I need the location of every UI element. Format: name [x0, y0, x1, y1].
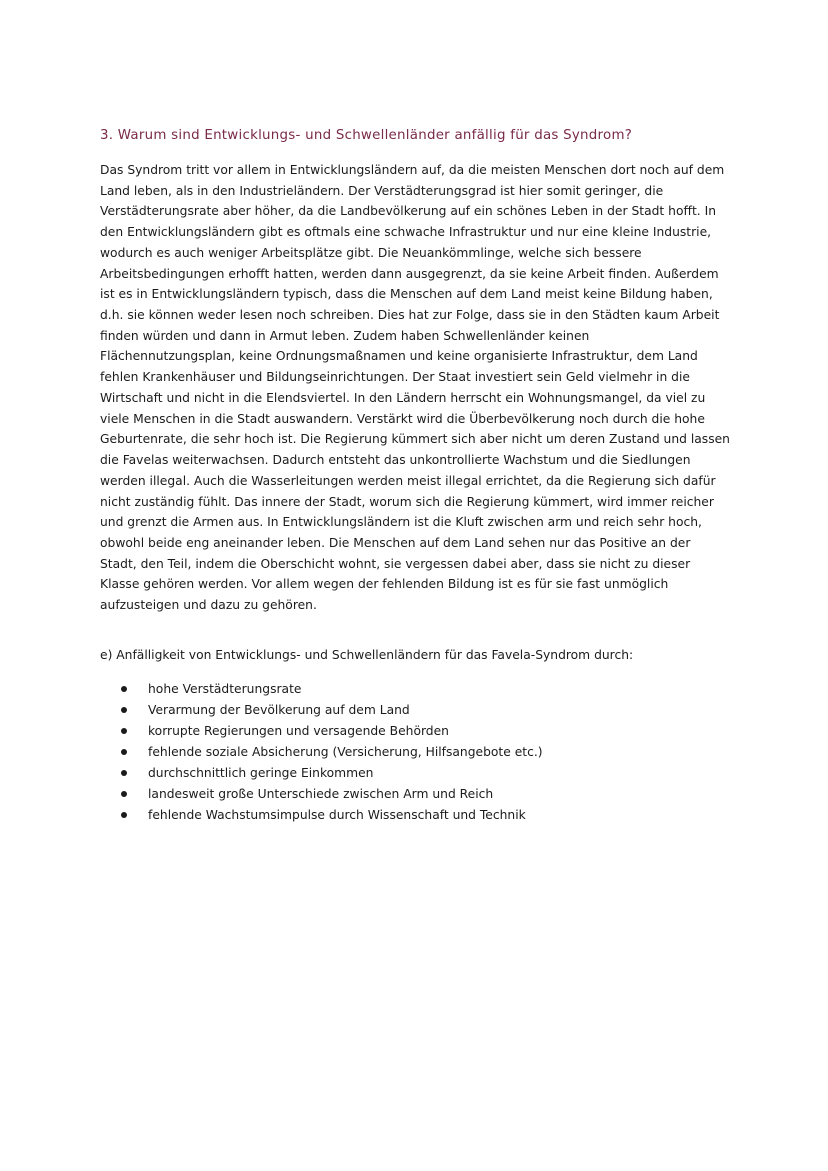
list-item	[118, 742, 543, 763]
paragraph-line: viele Menschen in die Stadt auswandern. Verstärkt wird die Überbevölkerung noch durch die hohe	[100, 411, 705, 426]
paragraph-line: den Entwicklungsländern gibt es oftmals eine schwache Infrastruktur und nur eine kleine Industrie,	[100, 225, 712, 240]
bullet-icon	[121, 770, 127, 776]
paragraph-line: Klasse gehören werden. Vor allem wegen der fehlenden Bildung ist es für sie fast unmöglich	[100, 577, 669, 592]
paragraph-line: die Favelas weiterwachsen. Dadurch entsteht das unkontrollierte Wachstum und die Siedlungen	[100, 453, 691, 468]
list-item	[118, 763, 543, 784]
paragraph-line: Geburtenrate, die sehr hoch ist. Die Regierung kümmert sich aber nicht um deren Zustand und lassen	[100, 432, 730, 447]
paragraph-line: und grenzt die Armen aus. In Entwicklungsländern ist die Kluft zwischen arm und reich sehr hoch,	[100, 515, 702, 530]
body-paragraph	[100, 160, 740, 616]
list-item	[118, 679, 543, 700]
bullet-icon	[121, 686, 127, 692]
paragraph-line: Land leben, als in den Industrieländern. Der Verstädterungsgrad ist hier somit geringer, die	[100, 183, 664, 198]
list-item-text: Verarmung der Bevölkerung auf dem Land	[148, 703, 410, 717]
paragraph-line: fehlen Krankenhäuser und Bildungseinrichtungen. Der Staat investiert sein Geld vielmehr in die	[100, 370, 690, 385]
paragraph-line: Verstädterungsrate aber höher, da die Landbevölkerung auf ein schönes Leben in der Stadt hofft. In	[100, 204, 717, 219]
list-item-text: landesweit große Unterschiede zwischen Arm und Reich	[148, 787, 494, 801]
paragraph-line: nicht zuständig fühlt. Das innere der Stadt, worum sich die Regierung kümmert, wird immer reicher	[100, 494, 714, 509]
list-item	[118, 721, 543, 742]
paragraph-line: aufzusteigen und dazu zu gehören.	[100, 598, 317, 613]
list-item	[118, 805, 543, 826]
paragraph-line: finden würden und dann in Armut leben. Zudem haben Schwellenländer keinen	[100, 328, 590, 343]
paragraph-line: wodurch es auch weniger Arbeitsplätze gibt. Die Neuankömmlinge, welche sich bessere	[100, 245, 642, 260]
paragraph-line: d.h. sie können weder lesen noch schreiben. Dies hat zur Folge, dass sie in den Städten kaum Arbeit	[100, 308, 720, 323]
paragraph-line: obwohl beide eng aneinander leben. Die Menschen auf dem Land sehen nur das Positive an der	[100, 535, 691, 550]
paragraph-line: Stadt, den Teil, indem die Oberschicht wohnt, sie vergessen dabei aber, dass sie nicht zu dieser	[100, 556, 691, 571]
paragraph-line: werden illegal. Auch die Wasserleitungen werden meist illegal errichtet, da die Regierung sich dafür	[100, 473, 716, 488]
paragraph-line: Arbeitsbedingungen erhofft hatten, werden dann ausgegrenzt, da sie keine Arbeit finden. Außerdem	[100, 266, 719, 281]
list-item	[118, 700, 543, 721]
bullet-icon	[121, 728, 127, 734]
list-item-text: fehlende soziale Absicherung (Versicherung, Hilfsangebote etc.)	[148, 745, 543, 759]
paragraph-line: Flächennutzungsplan, keine Ordnungsmaßnamen und keine organisierte Infrastruktur, dem Land	[100, 349, 698, 364]
bullet-icon	[121, 791, 127, 797]
bullet-icon	[121, 707, 127, 713]
bullet-list	[118, 679, 543, 826]
bullet-icon	[121, 812, 127, 818]
list-item	[118, 784, 543, 805]
bullet-icon	[121, 749, 127, 755]
list-item-text: fehlende Wachstumsimpulse durch Wissenschaft und Technik	[148, 808, 526, 822]
list-item-text: hohe Verstädterungsrate	[148, 682, 302, 696]
list-item-text: korrupte Regierungen und versagende Behörden	[148, 724, 449, 738]
section-heading: 3. Warum sind Entwicklungs- und Schwellenländer anfällig für das Syndrom?	[100, 128, 633, 143]
list-intro: e) Anfälligkeit von Entwicklungs- und Schwellenländern für das Favela-Syndrom durch:	[100, 648, 634, 662]
list-item-text: durchschnittlich geringe Einkommen	[148, 766, 374, 780]
paragraph-line: Wirtschaft und nicht in die Elendsviertel. In den Ländern herrscht ein Wohnungsmangel, da viel zu	[100, 390, 706, 405]
paragraph-line: Das Syndrom tritt vor allem in Entwicklungsländern auf, da die meisten Menschen dort noch auf dem	[100, 163, 725, 177]
paragraph-line: ist es in Entwicklungsländern typisch, dass die Menschen auf dem Land meist keine Bildung haben,	[100, 287, 713, 302]
